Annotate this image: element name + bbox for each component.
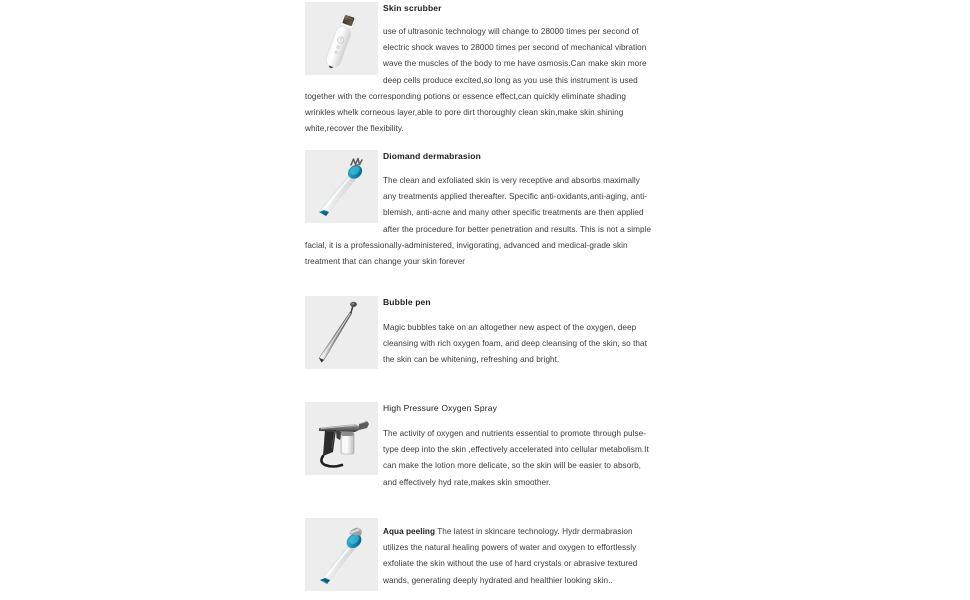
skin-scrubber-device-photo — [305, 2, 378, 75]
feature-heading-skin-scrubber: Skin scrubber — [383, 3, 442, 13]
feature-text-aqua-peeling-rest: The latest in skincare technology. Hydr dermabrasion utilizes the natural healing powers of water and oxygen to effortlessly exfoliate the skin without the use of hard crystals or abrasive textured wands, generating deeply hydrated and healthier looking skin.. — [383, 527, 638, 585]
aqua-peeling-handpiece-photo — [305, 518, 378, 591]
feature-text-diomand-dermabrasion: The clean and exfoliated skin is very receptive and absorbs maximally any treatments applied thereafter. Specific anti-oxidants,anti-aging, anti-blemish, anti-acne and many other specific treatments are then applied after the procedure for better penetration and results. This is not a simple facial, it is a professionally-administered, invigorating, advanced and medical-grade skin treatment that can change your skin forever — [305, 176, 652, 267]
high-pressure-oxygen-spray-gun-photo — [305, 402, 378, 475]
feature-block-high-pressure-oxygen-spray — [305, 402, 655, 491]
feature-heading-diomand-dermabrasion: Diomand dermabrasion — [383, 151, 481, 161]
feature-text-bubble-pen: Magic bubbles take on an altogether new aspect of the oxygen, deep cleansing with rich oxygen foam, and deep cleansing of the skin, so that the skin can be whitening, refreshing and bright. — [383, 323, 647, 365]
diamond-dermabrasion-wand-photo — [305, 150, 378, 223]
feature-block-diomand-dermabrasion — [305, 150, 655, 270]
feature-block-aqua-peeling — [305, 518, 655, 591]
feature-heading-high-pressure-oxygen-spray: High Pressure Oxygen Spray — [383, 403, 497, 413]
feature-block-skin-scrubber — [305, 2, 655, 137]
feature-block-bubble-pen — [305, 296, 655, 369]
feature-inline-lead-aqua-peeling: Aqua peeling — [383, 527, 436, 536]
feature-heading-bubble-pen: Bubble pen — [383, 297, 431, 307]
bubble-pen-device-photo — [305, 296, 378, 369]
feature-text-high-pressure-oxygen-spray: The activity of oxygen and nutrients essential to promote through pulse-type deep into the skin ,effectively accelerated into cellular metabolism.It can make the lotion more delicate, so the skin will be easier to absorb, and effectively hyd rate,makes skin smoother. — [383, 429, 649, 487]
feature-text-skin-scrubber: use of ultrasonic technology will change to 28000 times per second of electric shock waves to 28000 times per second of mechanical vibration wave the muscles of the body to me have osmosis.Can make skin more deep cells produce excited,so long as you use this instrument is used together with the corresponding potions or essence effect,can quickly eliminate shading wrinkles whelk corneous layer,able to pore dirt thoroughly clean skin,make skin shining white,recover the flexibility. — [305, 27, 647, 134]
